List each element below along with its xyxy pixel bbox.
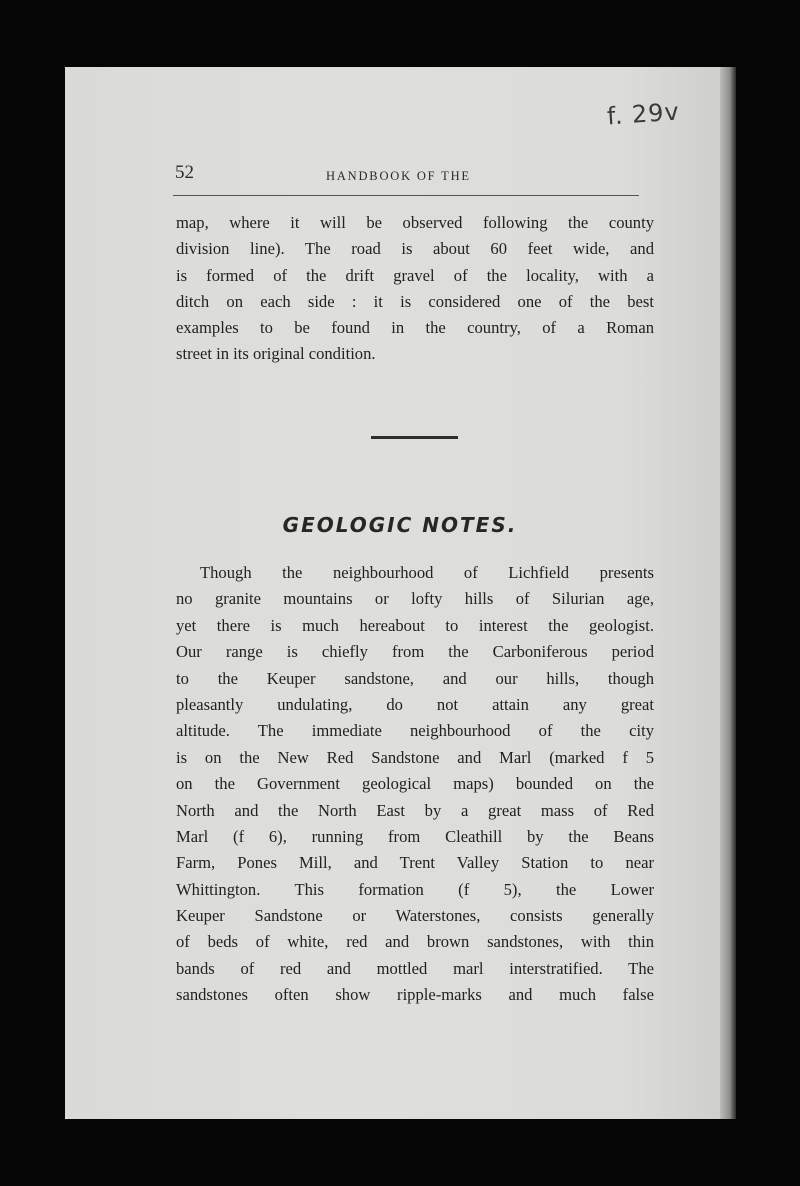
- text-line: Keuper Sandstone or Waterstones, consists generally: [176, 906, 654, 926]
- section-divider-rule: [371, 436, 458, 439]
- text-line: altitude. The immediate neighbourhood of the city: [176, 721, 654, 741]
- text-line: is formed of the drift gravel of the locality, with a: [176, 265, 654, 285]
- text-line: no granite mountains or lofty hills of Silurian age,: [176, 589, 654, 609]
- text-line: Farm, Pones Mill, and Trent Valley Station to near: [176, 853, 654, 873]
- text-line: bands of red and mottled marl interstratified. The: [176, 958, 654, 978]
- paragraph-roman-road: [176, 210, 654, 368]
- text-line: Though the neighbourhood of Lichfield presents: [200, 563, 654, 582]
- text-line: Whittington. This formation (f 5), the Lower: [176, 879, 654, 899]
- text-line: street in its original condition.: [176, 344, 376, 364]
- text-line: ditch on each side : it is considered one of the best: [176, 291, 654, 311]
- page-number: 52: [175, 162, 194, 183]
- text-line: Marl (f 6), running from Cleathill by the Beans: [176, 826, 654, 846]
- running-head: HANDBOOK OF THE: [326, 169, 471, 183]
- text-line: Our range is chiefly from the Carboniferous period: [176, 642, 654, 662]
- text-line: yet there is much hereabout to interest the geologist.: [176, 615, 654, 635]
- text-line: division line). The road is about 60 feet wide, and: [176, 239, 654, 259]
- text-line: of beds of white, red and brown sandstones, with thin: [176, 932, 654, 952]
- text-line: pleasantly undulating, do not attain any great: [176, 694, 654, 714]
- text-line: is on the New Red Sandstone and Marl (marked f 5: [176, 747, 654, 767]
- page-edge-shadow: [720, 67, 736, 1119]
- text-line: North and the North East by a great mass of Red: [176, 800, 654, 820]
- text-line: map, where it will be observed following the county: [176, 213, 654, 232]
- text-line: sandstones often show ripple-marks and much false: [176, 985, 654, 1005]
- header-rule: [173, 195, 639, 196]
- section-heading: GEOLOGIC NOTES.: [282, 513, 518, 537]
- paragraph-geologic-notes: [176, 560, 654, 1009]
- text-line: examples to be found in the country, of a Roman: [176, 318, 654, 338]
- text-line: on the Government geological maps) bounded on the: [176, 774, 654, 794]
- text-line: to the Keuper sandstone, and our hills, though: [176, 668, 654, 688]
- folio-annotation: f. 29v: [606, 97, 681, 131]
